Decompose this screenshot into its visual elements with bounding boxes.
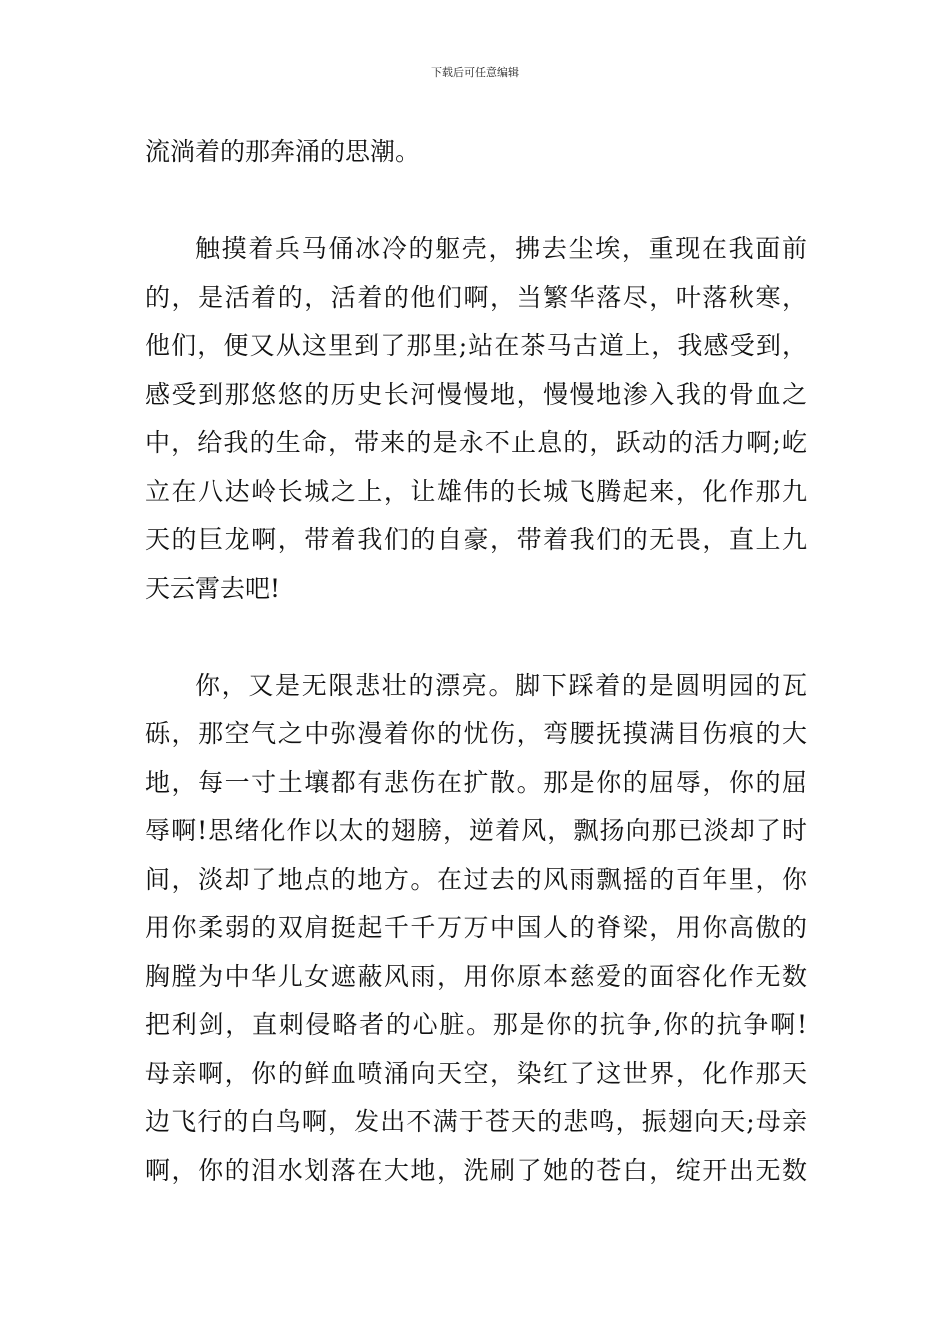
text-line: 把利剑，直刺侵略者的心脏。那是你的抗争,你的抗争啊! — [145, 1010, 807, 1039]
text-line: 间，淡却了地点的地方。在过去的风雨飘摇的百年里，你 — [145, 864, 807, 894]
text-line: 母亲啊，你的鲜血喷涌向天空，染红了这世界，化作那天 — [145, 1058, 807, 1088]
text-line: 他们，便又从这里到了那里;站在茶马古道上，我感受到， — [145, 331, 807, 360]
text-line: 触摸着兵马俑冰冷的躯壳，拂去尘埃，重现在我面前 — [195, 234, 807, 263]
text-line: 流淌着的那奔涌的思潮。 — [145, 137, 421, 166]
text-line: 天的巨龙啊，带着我们的自豪，带着我们的无畏，直上九 — [145, 525, 807, 554]
text-line: 感受到那悠悠的历史长河慢慢地，慢慢地渗入我的骨血之 — [145, 379, 807, 409]
text-line: 的，是活着的，活着的他们啊，当繁华落尽，叶落秋寒， — [145, 282, 807, 312]
paragraph-1 — [145, 128, 807, 177]
text-line: 砾，那空气之中弥漫着你的忧伤，弯腰抚摸满目伤痕的大 — [145, 719, 807, 748]
text-line: 你，又是无限悲壮的漂亮。脚下踩着的是圆明园的瓦 — [195, 670, 807, 700]
paragraph-gap — [145, 613, 807, 662]
paragraph-3 — [145, 662, 807, 1196]
text-line: 地，每一寸土壤都有悲伤在扩散。那是你的屈辱，你的屈 — [145, 767, 807, 797]
text-line: 边飞行的白鸟啊，发出不满于苍天的悲鸣，振翅向天;母亲 — [145, 1107, 807, 1136]
page-header: 下载后可任意编辑 — [431, 66, 519, 79]
text-line: 立在八达岭长城之上，让雄伟的长城飞腾起来，化作那九 — [145, 476, 807, 506]
text-line: 用你柔弱的双肩挺起千千万万中国人的脊梁，用你高傲的 — [145, 913, 807, 942]
text-line: 啊，你的泪水划落在大地，洗刷了她的苍白，绽开出无数 — [145, 1155, 807, 1185]
document-body — [145, 128, 807, 1195]
text-line: 天云霄去吧! — [145, 573, 281, 603]
text-line: 中，给我的生命，带来的是永不止息的，跃动的活力啊;屹 — [145, 428, 807, 457]
paragraph-2 — [145, 225, 807, 613]
paragraph-gap — [145, 177, 807, 226]
text-line: 辱啊!思绪化作以太的翅膀，逆着风，飘扬向那已淡却了时 — [145, 816, 807, 845]
text-line: 胸膛为中华儿女遮蔽风雨，用你原本慈爱的面容化作无数 — [145, 961, 807, 991]
